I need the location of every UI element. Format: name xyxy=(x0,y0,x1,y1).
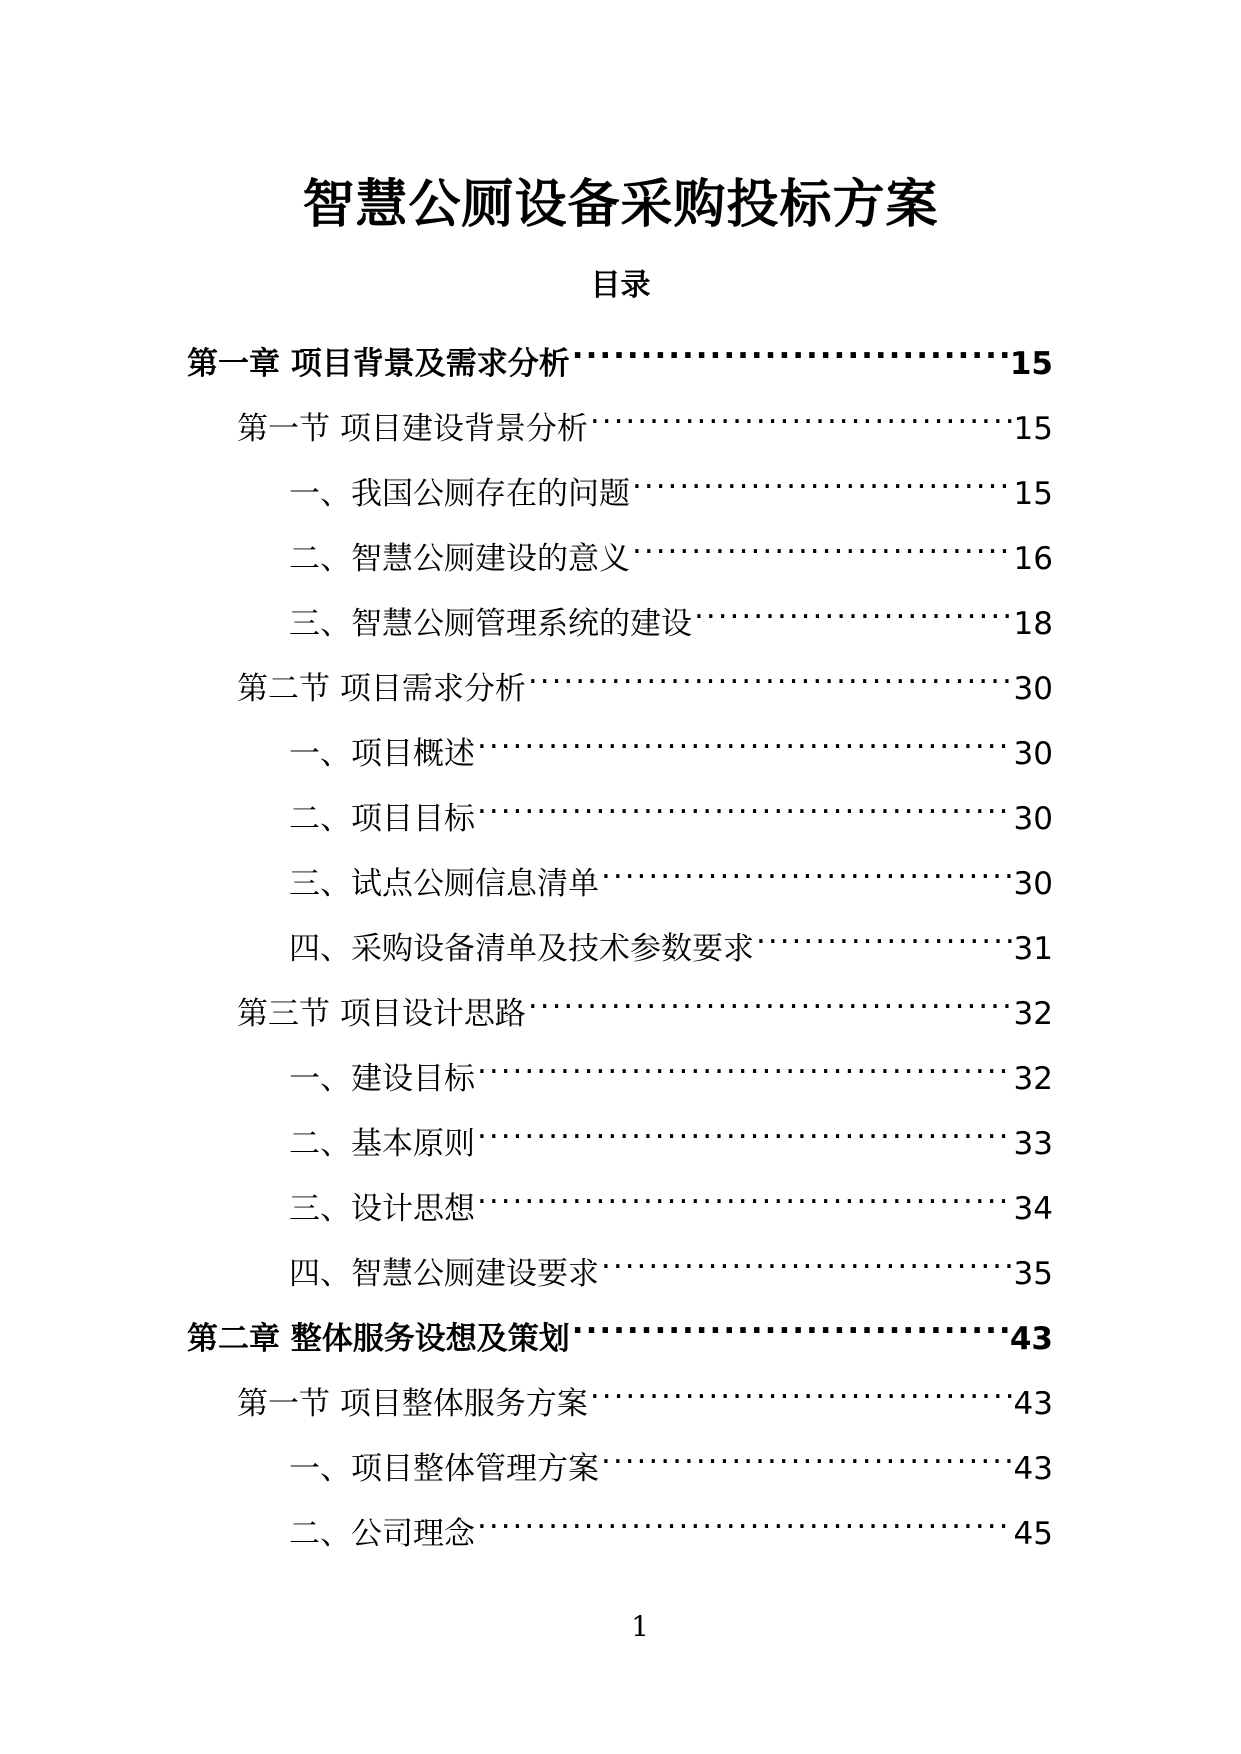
toc-entry[interactable] xyxy=(187,395,1053,460)
toc-entry[interactable] xyxy=(187,785,1053,850)
toc-entry[interactable] xyxy=(187,330,1053,395)
toc-leader-dots xyxy=(477,1110,1012,1154)
toc-entry-label: 第一节 项目建设背景分析 xyxy=(237,411,588,447)
toc-entry-page: 15 xyxy=(1013,476,1053,512)
toc-entry-page: 32 xyxy=(1013,1061,1053,1097)
toc-entry[interactable] xyxy=(187,850,1053,915)
toc-entry-page: 32 xyxy=(1013,996,1053,1032)
toc-entry-page: 16 xyxy=(1013,541,1053,577)
toc-entry[interactable] xyxy=(187,1110,1053,1175)
toc-entry-page: 43 xyxy=(1013,1451,1053,1487)
toc-leader-dots xyxy=(572,330,1008,374)
toc-leader-dots xyxy=(572,1305,1008,1349)
toc-entry-page: 30 xyxy=(1013,801,1053,837)
document-title: 智慧公厕设备采购投标方案 xyxy=(302,175,939,235)
toc-entry-label: 第一节 项目整体服务方案 xyxy=(237,1386,588,1422)
toc-entry-page: 18 xyxy=(1013,606,1053,642)
toc-entry-label: 一、项目整体管理方案 xyxy=(289,1451,599,1487)
toc-leader-dots xyxy=(601,1435,1012,1479)
toc-entry-page: 15 xyxy=(1013,411,1053,447)
toc-entry-page: 35 xyxy=(1013,1256,1053,1292)
toc-leader-dots xyxy=(694,590,1012,634)
toc-leader-dots xyxy=(477,1175,1012,1219)
toc-entry[interactable] xyxy=(187,1045,1053,1110)
toc-entry-page: 30 xyxy=(1013,736,1053,772)
toc-entry-page: 31 xyxy=(1013,931,1053,967)
toc-entry-label: 第一章 项目背景及需求分析 xyxy=(187,346,570,382)
toc-leader-dots xyxy=(632,525,1012,569)
toc-entry[interactable] xyxy=(187,915,1053,980)
toc-entry-label: 二、公司理念 xyxy=(289,1516,475,1552)
toc-leader-dots xyxy=(632,460,1012,504)
toc-leader-dots xyxy=(590,395,1012,439)
toc-entry-label: 四、智慧公厕建设要求 xyxy=(289,1256,599,1292)
toc-leader-dots xyxy=(528,980,1012,1024)
toc-entry[interactable] xyxy=(187,460,1053,525)
toc-entry-page: 33 xyxy=(1013,1126,1053,1162)
toc-leader-dots xyxy=(601,850,1012,894)
toc-entry[interactable] xyxy=(187,720,1053,785)
toc-leader-dots xyxy=(477,1500,1012,1544)
toc-leader-dots xyxy=(528,655,1012,699)
toc-leader-dots xyxy=(477,1045,1012,1089)
toc-entry[interactable] xyxy=(187,980,1053,1045)
toc-leader-dots xyxy=(477,785,1012,829)
toc-entry[interactable] xyxy=(187,590,1053,655)
toc-entry-label: 三、设计思想 xyxy=(289,1191,475,1227)
toc-entry-label: 第二节 项目需求分析 xyxy=(237,671,526,707)
toc-entry-page: 34 xyxy=(1013,1191,1053,1227)
toc-entry-page: 43 xyxy=(1009,1321,1053,1357)
toc-entry[interactable] xyxy=(187,655,1053,720)
toc-entry[interactable] xyxy=(187,1305,1053,1370)
toc-entry-label: 二、项目目标 xyxy=(289,801,475,837)
toc-entry-page: 15 xyxy=(1009,346,1053,382)
toc-entry[interactable] xyxy=(187,1435,1053,1500)
toc-entry-label: 三、智慧公厕管理系统的建设 xyxy=(289,606,692,642)
toc-entry[interactable] xyxy=(187,1175,1053,1240)
toc-heading: 目录 xyxy=(590,268,651,303)
toc-entry-label: 一、我国公厕存在的问题 xyxy=(289,476,630,512)
toc-entry-label: 三、试点公厕信息清单 xyxy=(289,866,599,902)
toc-entry-page: 30 xyxy=(1013,866,1053,902)
table-of-contents xyxy=(187,330,1053,1565)
toc-entry-page: 45 xyxy=(1013,1516,1053,1552)
toc-entry-page: 43 xyxy=(1013,1386,1053,1422)
toc-leader-dots xyxy=(756,915,1012,959)
toc-entry-label: 第三节 项目设计思路 xyxy=(237,996,526,1032)
toc-entry-label: 二、基本原则 xyxy=(289,1126,475,1162)
toc-entry-label: 四、采购设备清单及技术参数要求 xyxy=(289,931,754,967)
toc-entry-label: 一、项目概述 xyxy=(289,736,475,772)
toc-leader-dots xyxy=(601,1240,1012,1284)
toc-entry[interactable] xyxy=(187,525,1053,590)
toc-entry[interactable] xyxy=(187,1500,1053,1565)
toc-entry[interactable] xyxy=(187,1370,1053,1435)
toc-entry-page: 30 xyxy=(1013,671,1053,707)
toc-entry-label: 第二章 整体服务设想及策划 xyxy=(187,1321,570,1357)
toc-leader-dots xyxy=(477,720,1012,764)
toc-entry[interactable] xyxy=(187,1240,1053,1305)
toc-entry-label: 一、建设目标 xyxy=(289,1061,475,1097)
page-number: 1 xyxy=(631,1610,649,1643)
toc-entry-label: 二、智慧公厕建设的意义 xyxy=(289,541,630,577)
toc-leader-dots xyxy=(590,1370,1012,1414)
